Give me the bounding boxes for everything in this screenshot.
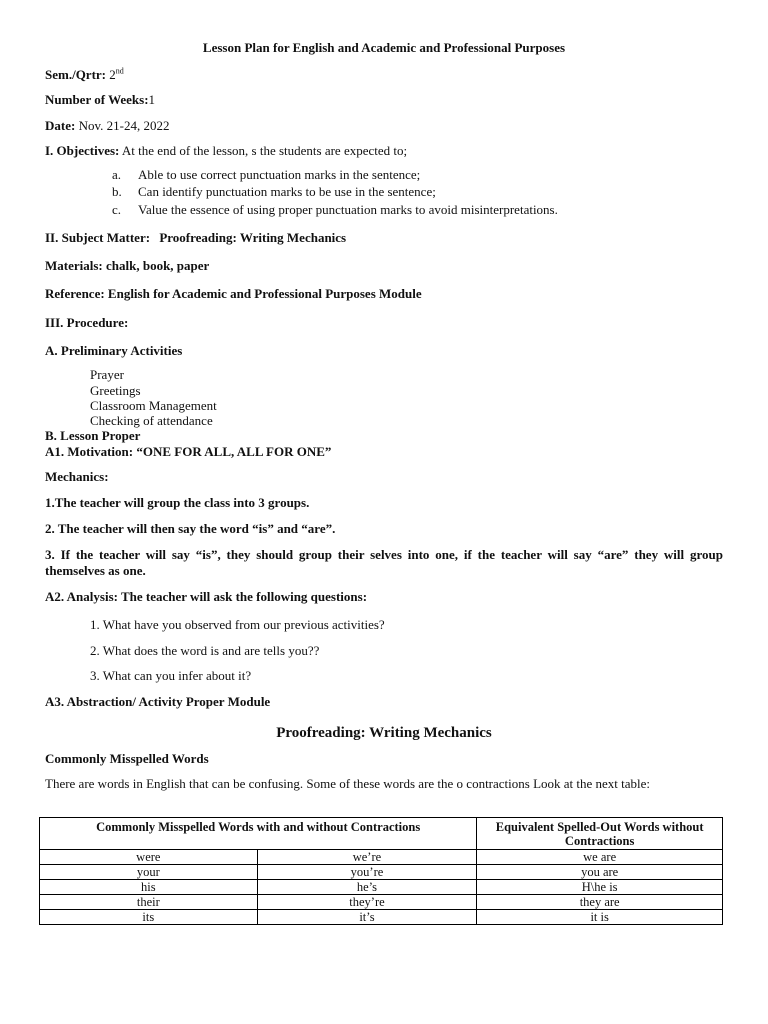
subject-matter-value: Proofreading: Writing Mechanics — [159, 230, 347, 245]
objective-item — [112, 184, 436, 200]
objective-item — [112, 167, 420, 183]
table-header-row — [40, 818, 723, 850]
preliminary-item: Classroom Management — [90, 398, 217, 413]
table-cell: we’re — [257, 850, 477, 865]
semester-line — [45, 67, 124, 83]
table-cell: it’s — [257, 910, 477, 925]
table-cell: you’re — [257, 865, 477, 880]
objective-text: Can identify punctuation marks to be use in the sentence; — [138, 184, 436, 199]
weeks-value: 1 — [148, 92, 156, 107]
procedure-heading: III. Procedure: — [45, 315, 129, 330]
misspelled-heading: Commonly Misspelled Words — [45, 751, 209, 766]
date-value: Nov. 21-24, 2022 — [78, 118, 170, 133]
table-cell: you are — [477, 865, 723, 880]
table-row — [40, 880, 723, 895]
objective-marker: c. — [112, 202, 122, 217]
table-cell: we are — [477, 850, 723, 865]
date-label: Date: — [45, 118, 76, 133]
weeks-line — [45, 92, 155, 108]
motivation-label: A1. Motivation: — [45, 444, 134, 459]
contractions-table — [39, 817, 723, 925]
preliminary-heading: A. Preliminary Activities — [45, 343, 183, 358]
objectives-label: I. Objectives: — [45, 143, 120, 158]
mechanics-item: 3. If the teacher will say “is”, they should group their selves into one, if the teacher will say “are” they will group themselves as one. — [45, 547, 723, 578]
page-title: Lesson Plan for English and Academic and Professional Purposes — [202, 40, 566, 55]
subject-matter-label: II. Subject Matter: — [45, 230, 151, 245]
objective-text: Value the essence of using proper punctuation marks to avoid misinterpretations. — [138, 202, 558, 217]
intro-paragraph: There are words in English that can be confusing. Some of these words are the o contractions Look at the next table: — [45, 776, 651, 791]
table-cell: he’s — [257, 880, 477, 895]
table-cell: his — [40, 880, 258, 895]
preliminary-item: Prayer — [90, 367, 124, 382]
table-cell: their — [40, 895, 258, 910]
table-cell: its — [40, 910, 258, 925]
mechanics-item: 2. The teacher will then say the word “is” and “are”. — [45, 521, 336, 536]
table-header-right: Equivalent Spelled-Out Words without Contractions — [477, 818, 723, 850]
materials-line: Materials: chalk, book, paper — [45, 258, 210, 273]
table-cell: were — [40, 850, 258, 865]
abstraction-heading: A3. Abstraction/ Activity Proper Module — [45, 694, 271, 709]
table-cell: they’re — [257, 895, 477, 910]
table-cell: they are — [477, 895, 723, 910]
table-row — [40, 910, 723, 925]
subject-matter-line — [45, 230, 346, 246]
semester-value: 2 — [109, 67, 116, 82]
table-cell: H\he is — [477, 880, 723, 895]
objective-item — [112, 202, 558, 218]
reference-line: Reference: English for Academic and Professional Purposes Module — [45, 286, 422, 301]
preliminary-item: Checking of attendance — [90, 413, 213, 428]
mechanics-item: 1.The teacher will group the class into 3 groups. — [45, 495, 310, 510]
objective-text: Able to use correct punctuation marks in the sentence; — [138, 167, 421, 182]
objective-marker: b. — [112, 184, 122, 199]
objective-marker: a. — [112, 167, 122, 182]
date-line — [45, 118, 169, 134]
preliminary-item: Greetings — [90, 383, 141, 398]
motivation-value: “ONE FOR ALL, ALL FOR ONE” — [136, 444, 332, 459]
lesson-proper-heading: B. Lesson Proper — [45, 428, 141, 443]
mechanics-heading: Mechanics: — [45, 469, 109, 484]
semester-suffix: nd — [115, 66, 124, 76]
objectives-line — [45, 143, 407, 159]
motivation-line — [45, 444, 331, 460]
table-header-left: Commonly Misspelled Words with and without Contractions — [40, 818, 477, 850]
analysis-question: 1. What have you observed from our previous activities? — [90, 617, 385, 632]
semester-label: Sem./Qrtr: — [45, 67, 107, 82]
analysis-question: 3. What can you infer about it? — [90, 668, 252, 683]
analysis-question: 2. What does the word is and are tells you?? — [90, 643, 320, 658]
table-row — [40, 865, 723, 880]
objectives-text: At the end of the lesson, s the students are expected to; — [121, 143, 408, 158]
table-cell: your — [40, 865, 258, 880]
table-row — [40, 850, 723, 865]
analysis-heading: A2. Analysis: The teacher will ask the following questions: — [45, 589, 368, 604]
weeks-label: Number of Weeks: — [45, 92, 149, 107]
module-title: Proofreading: Writing Mechanics — [276, 725, 492, 741]
table-cell: it is — [477, 910, 723, 925]
table-row — [40, 895, 723, 910]
